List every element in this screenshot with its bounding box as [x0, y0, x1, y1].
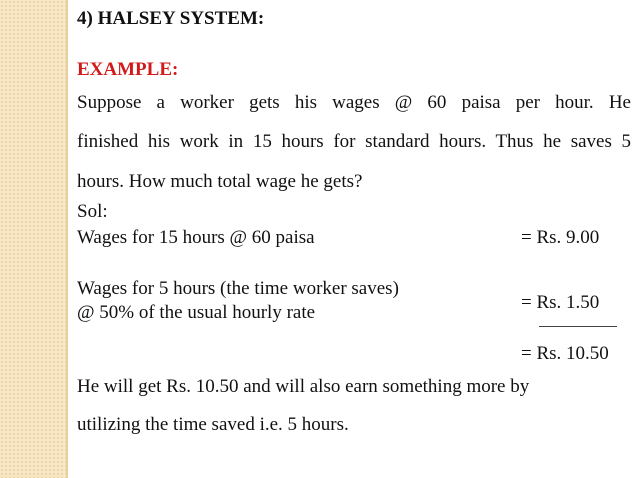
solution-label: Sol:	[77, 201, 108, 222]
calc-row-1-label: Wages for 15 hours @ 60 paisa	[77, 227, 315, 248]
calc-row-2-label-line-1: Wages for 5 hours (the time worker saves)	[77, 278, 399, 299]
sum-underline	[539, 326, 617, 327]
problem-text-line-1: Suppose a worker gets his wages @ 60 paisa per hour. He	[77, 92, 631, 113]
conclusion-line-1: He will get Rs. 10.50 and will also earn something more by	[77, 376, 530, 397]
sidebar-divider	[66, 0, 68, 478]
calc-row-1-amount: = Rs. 9.00	[521, 227, 600, 248]
calc-row-2-label-line-2: @ 50% of the usual hourly rate	[77, 302, 316, 323]
total-amount: = Rs. 10.50	[521, 343, 609, 364]
conclusion-line-2: utilizing the time saved i.e. 5 hours.	[77, 414, 349, 435]
decorative-sidebar	[0, 0, 66, 478]
calc-row-2-amount: = Rs. 1.50	[521, 292, 600, 313]
slide-heading: 4) HALSEY SYSTEM:	[77, 8, 265, 29]
problem-text-line-3: hours. How much total wage he gets?	[77, 171, 363, 192]
example-label: EXAMPLE:	[77, 59, 179, 80]
problem-text-line-2: finished his work in 15 hours for standard hours. Thus he saves 5	[77, 131, 631, 152]
